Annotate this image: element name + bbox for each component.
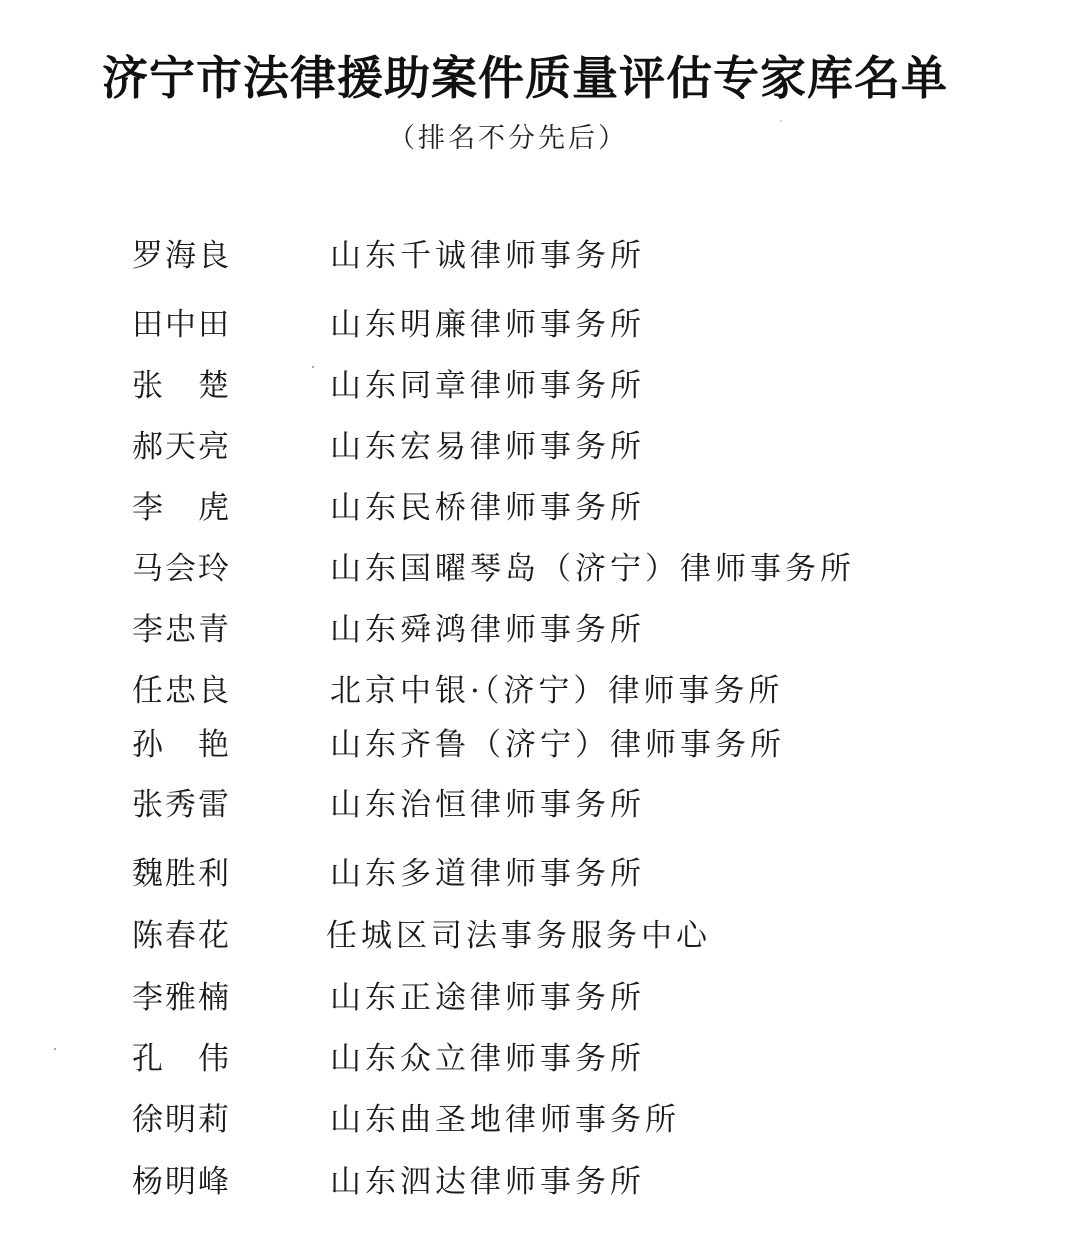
expert-name: 魏胜利 bbox=[132, 856, 231, 892]
list-item bbox=[0, 1094, 1080, 1138]
list-item bbox=[0, 360, 1080, 404]
expert-name: 任忠良 bbox=[132, 673, 231, 709]
list-item bbox=[0, 299, 1080, 343]
expert-organization: 山东泗达律师事务所 bbox=[330, 1164, 645, 1200]
expert-organization: 山东明廉律师事务所 bbox=[330, 307, 645, 343]
expert-organization: 山东同章律师事务所 bbox=[330, 368, 645, 404]
expert-name: 马会玲 bbox=[132, 551, 231, 587]
expert-organization: 山东多道律师事务所 bbox=[330, 856, 645, 892]
list-item bbox=[0, 848, 1080, 892]
expert-name: 郝天亮 bbox=[132, 429, 231, 465]
list-item bbox=[0, 604, 1080, 648]
expert-name: 陈春花 bbox=[132, 918, 231, 954]
list-item bbox=[0, 665, 1080, 709]
expert-organization: 山东舜鸿律师事务所 bbox=[330, 612, 645, 648]
list-item bbox=[0, 543, 1080, 587]
expert-organization: 山东千诚律师事务所 bbox=[330, 238, 645, 274]
expert-organization: 山东众立律师事务所 bbox=[330, 1041, 645, 1077]
expert-organization: 北京中银·（济宁）律师事务所 bbox=[330, 673, 784, 709]
expert-name: 罗海良 bbox=[132, 238, 231, 274]
expert-organization: 山东治恒律师事务所 bbox=[330, 787, 645, 823]
expert-organization: 任城区司法事务服务中心 bbox=[326, 918, 711, 954]
scan-speck bbox=[54, 1048, 56, 1050]
expert-name: 李忠青 bbox=[132, 612, 231, 648]
expert-name: 张 楚 bbox=[132, 368, 231, 404]
list-item bbox=[0, 482, 1080, 526]
expert-organization: 山东民桥律师事务所 bbox=[330, 490, 645, 526]
list-item bbox=[0, 230, 1080, 274]
document-subtitle: （排名不分先后） bbox=[388, 123, 628, 154]
expert-name: 田中田 bbox=[132, 307, 231, 343]
expert-organization: 山东正途律师事务所 bbox=[330, 980, 645, 1016]
document-title: 济宁市法律援助案件质量评估专家库名单 bbox=[102, 51, 948, 105]
expert-name: 李雅楠 bbox=[132, 980, 231, 1016]
expert-name: 张秀雷 bbox=[132, 787, 231, 823]
list-item bbox=[0, 779, 1080, 823]
scan-speck bbox=[312, 366, 314, 368]
expert-name: 徐明莉 bbox=[132, 1102, 231, 1138]
list-item bbox=[0, 719, 1080, 763]
list-item bbox=[0, 1033, 1080, 1077]
list-item bbox=[0, 1156, 1080, 1200]
expert-name: 孙 艳 bbox=[132, 727, 231, 763]
expert-name: 杨明峰 bbox=[132, 1164, 231, 1200]
expert-name: 孔 伟 bbox=[132, 1041, 231, 1077]
expert-name: 李 虎 bbox=[132, 490, 231, 526]
scan-speck bbox=[780, 120, 782, 122]
list-item bbox=[0, 910, 1080, 954]
expert-organization: 山东国曜琴岛（济宁）律师事务所 bbox=[330, 551, 855, 587]
expert-organization: 山东曲圣地律师事务所 bbox=[330, 1102, 680, 1138]
expert-organization: 山东齐鲁（济宁）律师事务所 bbox=[330, 727, 785, 763]
expert-organization: 山东宏易律师事务所 bbox=[330, 429, 645, 465]
list-item bbox=[0, 421, 1080, 465]
list-item bbox=[0, 972, 1080, 1016]
